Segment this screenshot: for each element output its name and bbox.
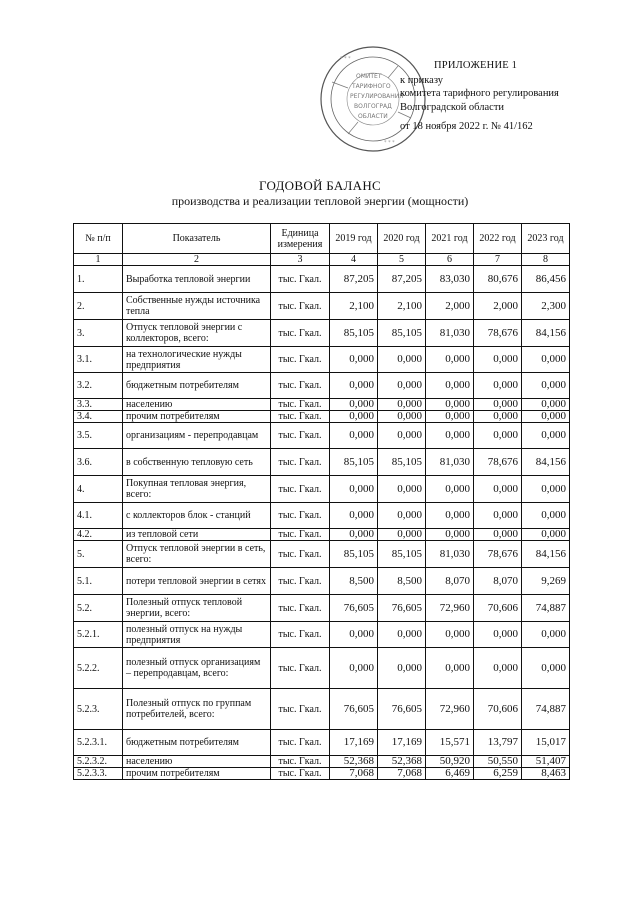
- value-cell: 70,606: [474, 689, 522, 730]
- value-cell: 0,000: [522, 622, 570, 648]
- value-cell: 0,000: [378, 503, 426, 529]
- value-cell: 76,605: [378, 595, 426, 622]
- value-cell: 86,456: [522, 266, 570, 293]
- indicator-name: из тепловой сети: [123, 529, 271, 541]
- unit-cell: тыс. Гкал.: [271, 622, 330, 648]
- value-cell: 85,105: [330, 320, 378, 347]
- committee-name: комитета тарифного регулирования: [400, 88, 559, 100]
- table-row: [74, 756, 570, 768]
- value-cell: 6,259: [474, 768, 522, 780]
- indicator-name: Полезный отпуск тепловой энергии, всего:: [123, 595, 271, 622]
- unit-cell: тыс. Гкал.: [271, 399, 330, 411]
- value-cell: 0,000: [474, 411, 522, 423]
- value-cell: 0,000: [426, 648, 474, 689]
- indicator-name: бюджетным потребителям: [123, 373, 271, 399]
- value-cell: 8,500: [378, 568, 426, 595]
- value-cell: 0,000: [378, 399, 426, 411]
- value-cell: 9,269: [522, 568, 570, 595]
- value-cell: 13,797: [474, 730, 522, 756]
- unit-cell: тыс. Гкал.: [271, 449, 330, 476]
- table-row: [74, 595, 570, 622]
- unit-cell: тыс. Гкал.: [271, 730, 330, 756]
- table-row: [74, 347, 570, 373]
- value-cell: 0,000: [378, 529, 426, 541]
- table-row: [74, 476, 570, 503]
- unit-cell: тыс. Гкал.: [271, 373, 330, 399]
- value-cell: 74,887: [522, 689, 570, 730]
- unit-cell: тыс. Гкал.: [271, 541, 330, 568]
- row-number: 3.: [74, 320, 123, 347]
- value-cell: 0,000: [522, 423, 570, 449]
- balance-table: [73, 223, 570, 780]
- value-cell: 2,100: [378, 293, 426, 320]
- value-cell: 85,105: [378, 541, 426, 568]
- svg-text:* * *: * * *: [384, 140, 395, 146]
- value-cell: 0,000: [330, 648, 378, 689]
- table-row: [74, 568, 570, 595]
- indicator-name: в собственную тепловую сеть: [123, 449, 271, 476]
- value-cell: 0,000: [474, 476, 522, 503]
- column-number: 3: [271, 254, 330, 266]
- header-row: [74, 224, 570, 254]
- value-cell: 72,960: [426, 595, 474, 622]
- value-cell: 2,100: [330, 293, 378, 320]
- value-cell: 83,030: [426, 266, 474, 293]
- table-row: [74, 399, 570, 411]
- row-number: 5.2.3.: [74, 689, 123, 730]
- indicator-name: прочим потребителям: [123, 768, 271, 780]
- value-cell: 0,000: [330, 411, 378, 423]
- value-cell: 0,000: [522, 411, 570, 423]
- value-cell: 76,605: [330, 689, 378, 730]
- header-cell: Показатель: [123, 224, 271, 254]
- value-cell: 0,000: [522, 476, 570, 503]
- table-row: [74, 320, 570, 347]
- row-number: 5.2.: [74, 595, 123, 622]
- value-cell: 81,030: [426, 541, 474, 568]
- document-title: ГОДОВОЙ БАЛАНС: [258, 178, 382, 193]
- value-cell: 0,000: [330, 622, 378, 648]
- value-cell: 0,000: [522, 503, 570, 529]
- unit-cell: тыс. Гкал.: [271, 476, 330, 503]
- unit-cell: тыс. Гкал.: [271, 568, 330, 595]
- indicator-name: населению: [123, 399, 271, 411]
- table-row: [74, 449, 570, 476]
- value-cell: 0,000: [426, 399, 474, 411]
- value-cell: 2,300: [522, 293, 570, 320]
- header-cell: 2023 год: [522, 224, 570, 254]
- header-cell: Единица измерения: [271, 224, 330, 254]
- value-cell: 85,105: [378, 320, 426, 347]
- value-cell: 0,000: [378, 347, 426, 373]
- column-number: 4: [330, 254, 378, 266]
- unit-cell: тыс. Гкал.: [271, 595, 330, 622]
- unit-cell: тыс. Гкал.: [271, 756, 330, 768]
- order-date: от 18 ноября 2022 г. № 41/162: [400, 120, 533, 132]
- row-number: 1.: [74, 266, 123, 293]
- value-cell: 76,605: [378, 689, 426, 730]
- indicator-name: Отпуск тепловой энергии с коллекторов, всего:: [123, 320, 271, 347]
- value-cell: 0,000: [378, 423, 426, 449]
- table-row: [74, 689, 570, 730]
- unit-cell: тыс. Гкал.: [271, 768, 330, 780]
- indicator-name: полезный отпуск организациям – перепродавцам, всего:: [123, 648, 271, 689]
- unit-cell: тыс. Гкал.: [271, 529, 330, 541]
- row-number: 3.6.: [74, 449, 123, 476]
- value-cell: 85,105: [330, 541, 378, 568]
- column-number: 8: [522, 254, 570, 266]
- svg-text:ТАРИФНОГО: ТАРИФНОГО: [352, 83, 391, 90]
- value-cell: 52,368: [330, 756, 378, 768]
- value-cell: 81,030: [426, 320, 474, 347]
- value-cell: 0,000: [330, 529, 378, 541]
- value-cell: 78,676: [474, 449, 522, 476]
- row-number: 3.5.: [74, 423, 123, 449]
- table-row: [74, 503, 570, 529]
- table-row: [74, 293, 570, 320]
- header-cell: 2020 год: [378, 224, 426, 254]
- svg-text:ОМИТЕТ: ОМИТЕТ: [356, 73, 382, 80]
- svg-text:РЕГУЛИРОВАНИЯ: РЕГУЛИРОВАНИЯ: [350, 93, 404, 100]
- value-cell: 78,676: [474, 320, 522, 347]
- indicator-name: прочим потребителям: [123, 411, 271, 423]
- value-cell: 0,000: [426, 622, 474, 648]
- table-row: [74, 768, 570, 780]
- value-cell: 70,606: [474, 595, 522, 622]
- value-cell: 8,070: [474, 568, 522, 595]
- value-cell: 0,000: [474, 622, 522, 648]
- value-cell: 8,500: [330, 568, 378, 595]
- value-cell: 7,068: [330, 768, 378, 780]
- value-cell: 0,000: [378, 373, 426, 399]
- value-cell: 52,368: [378, 756, 426, 768]
- value-cell: 7,068: [378, 768, 426, 780]
- row-number: 5.1.: [74, 568, 123, 595]
- value-cell: 72,960: [426, 689, 474, 730]
- value-cell: 0,000: [474, 347, 522, 373]
- column-number: 5: [378, 254, 426, 266]
- header-cell: 2022 год: [474, 224, 522, 254]
- value-cell: 8,463: [522, 768, 570, 780]
- indicator-name: Отпуск тепловой энергии в сеть, всего:: [123, 541, 271, 568]
- value-cell: 17,169: [378, 730, 426, 756]
- value-cell: 84,156: [522, 541, 570, 568]
- value-cell: 0,000: [378, 648, 426, 689]
- svg-text:ОБЛАСТИ: ОБЛАСТИ: [358, 113, 388, 120]
- table-row: [74, 622, 570, 648]
- row-number: 3.4.: [74, 411, 123, 423]
- value-cell: 84,156: [522, 320, 570, 347]
- value-cell: 85,105: [330, 449, 378, 476]
- indicator-name: Покупная тепловая энергия, всего:: [123, 476, 271, 503]
- row-number: 5.2.3.2.: [74, 756, 123, 768]
- unit-cell: тыс. Гкал.: [271, 648, 330, 689]
- row-number: 4.1.: [74, 503, 123, 529]
- column-number-row: [74, 254, 570, 266]
- unit-cell: тыс. Гкал.: [271, 266, 330, 293]
- table-row: [74, 648, 570, 689]
- value-cell: 0,000: [426, 373, 474, 399]
- value-cell: 81,030: [426, 449, 474, 476]
- value-cell: 76,605: [330, 595, 378, 622]
- appendix-label: ПРИЛОЖЕНИЕ 1: [434, 60, 518, 71]
- row-number: 3.3.: [74, 399, 123, 411]
- value-cell: 74,887: [522, 595, 570, 622]
- row-number: 3.1.: [74, 347, 123, 373]
- value-cell: 50,920: [426, 756, 474, 768]
- value-cell: 0,000: [426, 476, 474, 503]
- value-cell: 0,000: [426, 411, 474, 423]
- value-cell: 85,105: [378, 449, 426, 476]
- value-cell: 0,000: [522, 347, 570, 373]
- value-cell: 0,000: [330, 347, 378, 373]
- value-cell: 0,000: [330, 399, 378, 411]
- column-number: 1: [74, 254, 123, 266]
- column-number: 6: [426, 254, 474, 266]
- value-cell: 0,000: [426, 423, 474, 449]
- region-name: Волгоградской области: [400, 101, 505, 113]
- value-cell: 0,000: [474, 648, 522, 689]
- unit-cell: тыс. Гкал.: [271, 689, 330, 730]
- value-cell: 0,000: [426, 529, 474, 541]
- table-row: [74, 266, 570, 293]
- header-cell: 2019 год: [330, 224, 378, 254]
- indicator-name: населению: [123, 756, 271, 768]
- row-number: 2.: [74, 293, 123, 320]
- unit-cell: тыс. Гкал.: [271, 293, 330, 320]
- value-cell: 0,000: [378, 476, 426, 503]
- value-cell: 80,676: [474, 266, 522, 293]
- header-cell: 2021 год: [426, 224, 474, 254]
- value-cell: 0,000: [522, 373, 570, 399]
- value-cell: 87,205: [330, 266, 378, 293]
- indicator-name: Полезный отпуск по группам потребителей, всего:: [123, 689, 271, 730]
- value-cell: 0,000: [474, 423, 522, 449]
- indicator-name: на технологические нужды предприятия: [123, 347, 271, 373]
- row-number: 5.2.3.1.: [74, 730, 123, 756]
- table-row: [74, 423, 570, 449]
- value-cell: 15,571: [426, 730, 474, 756]
- unit-cell: тыс. Гкал.: [271, 411, 330, 423]
- header-cell: № п/п: [74, 224, 123, 254]
- row-number: 5.2.1.: [74, 622, 123, 648]
- row-number: 4.2.: [74, 529, 123, 541]
- value-cell: 17,169: [330, 730, 378, 756]
- row-number: 4.: [74, 476, 123, 503]
- column-number: 7: [474, 254, 522, 266]
- value-cell: 0,000: [522, 529, 570, 541]
- indicator-name: с коллекторов блок - станций: [123, 503, 271, 529]
- column-number: 2: [123, 254, 271, 266]
- value-cell: 0,000: [378, 622, 426, 648]
- value-cell: 51,407: [522, 756, 570, 768]
- value-cell: 0,000: [330, 503, 378, 529]
- approval-header: [376, 59, 626, 133]
- value-cell: 15,017: [522, 730, 570, 756]
- table-row: [74, 541, 570, 568]
- value-cell: 0,000: [330, 373, 378, 399]
- table-row: [74, 373, 570, 399]
- unit-cell: тыс. Гкал.: [271, 320, 330, 347]
- value-cell: 6,469: [426, 768, 474, 780]
- value-cell: 78,676: [474, 541, 522, 568]
- value-cell: 0,000: [474, 373, 522, 399]
- value-cell: 84,156: [522, 449, 570, 476]
- indicator-name: полезный отпуск на нужды предприятия: [123, 622, 271, 648]
- value-cell: 0,000: [474, 399, 522, 411]
- value-cell: 2,000: [426, 293, 474, 320]
- value-cell: 0,000: [330, 476, 378, 503]
- value-cell: 0,000: [474, 503, 522, 529]
- table-row: [74, 411, 570, 423]
- value-cell: 0,000: [378, 411, 426, 423]
- table-row: [74, 730, 570, 756]
- value-cell: 2,000: [474, 293, 522, 320]
- indicator-name: бюджетным потребителям: [123, 730, 271, 756]
- value-cell: 87,205: [378, 266, 426, 293]
- value-cell: 0,000: [522, 399, 570, 411]
- row-number: 5.2.3.3.: [74, 768, 123, 780]
- value-cell: 0,000: [426, 503, 474, 529]
- value-cell: 0,000: [426, 347, 474, 373]
- value-cell: 0,000: [474, 529, 522, 541]
- row-number: 5.: [74, 541, 123, 568]
- value-cell: 0,000: [330, 423, 378, 449]
- unit-cell: тыс. Гкал.: [271, 503, 330, 529]
- row-number: 3.2.: [74, 373, 123, 399]
- value-cell: 0,000: [522, 648, 570, 689]
- document-subtitle: производства и реализации тепловой энергии (мощности): [171, 194, 469, 208]
- row-number: 5.2.2.: [74, 648, 123, 689]
- indicator-name: потери тепловой энергии в сетях: [123, 568, 271, 595]
- unit-cell: тыс. Гкал.: [271, 347, 330, 373]
- svg-text:* * *: * * *: [340, 56, 351, 62]
- indicator-name: Собственные нужды источника тепла: [123, 293, 271, 320]
- value-cell: 50,550: [474, 756, 522, 768]
- order-ref: к приказу: [400, 75, 443, 87]
- indicator-name: организациям - перепродавцам: [123, 423, 271, 449]
- indicator-name: Выработка тепловой энергии: [123, 266, 271, 293]
- value-cell: 8,070: [426, 568, 474, 595]
- svg-text:ВОЛГОГРАД: ВОЛГОГРАД: [354, 103, 392, 110]
- unit-cell: тыс. Гкал.: [271, 423, 330, 449]
- table-row: [74, 529, 570, 541]
